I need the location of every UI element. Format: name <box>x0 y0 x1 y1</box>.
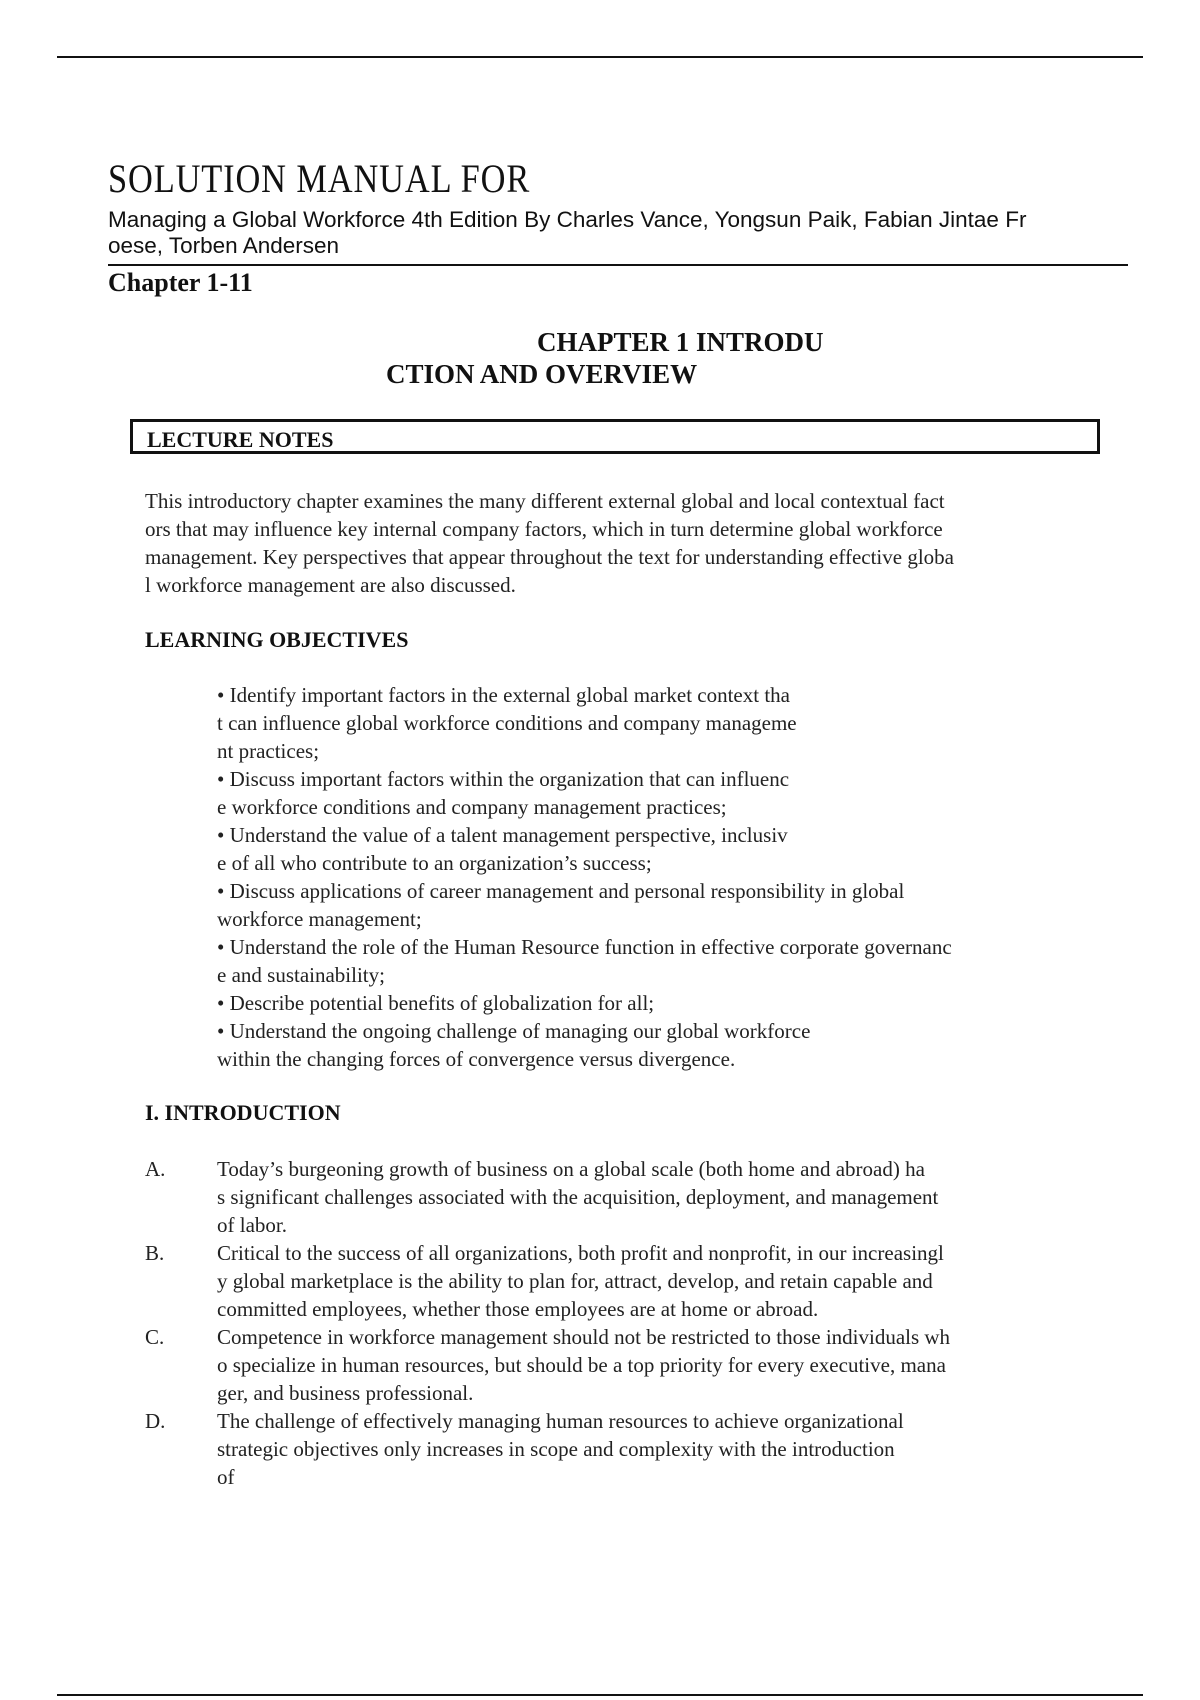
chapter-heading-line: CTION AND OVERVIEW <box>386 359 698 389</box>
introduction-item-d <box>145 1407 1085 1491</box>
item-line: The challenge of effectively managing human resources to achieve organizational <box>217 1409 904 1433</box>
item-line: Today’s burgeoning growth of business on a global scale (both home and abroad) ha <box>217 1157 925 1181</box>
introduction-heading: I. INTRODUCTION <box>145 1100 341 1125</box>
objective-line: nt practices; <box>217 739 320 763</box>
item-letter: A. <box>145 1157 166 1181</box>
item-line: Competence in workforce management should not be restricted to those individuals wh <box>217 1325 951 1349</box>
introduction-item-c <box>145 1323 1085 1407</box>
objective-line: • Describe potential benefits of globalization for all; <box>217 991 655 1015</box>
objective-line: workforce management; <box>217 907 422 931</box>
objective-line: e workforce conditions and company management practices; <box>217 795 727 819</box>
header-rule <box>108 264 1128 266</box>
paragraph-line: This introductory chapter examines the many different external global and local contextual fact <box>145 489 945 513</box>
solution-manual-title: SOLUTION MANUAL FOR <box>108 156 531 201</box>
book-title <box>108 207 1118 259</box>
objective-line: e of all who contribute to an organization’s success; <box>217 851 652 875</box>
item-letter: B. <box>145 1241 165 1265</box>
paragraph-line: ors that may influence key internal company factors, which in turn determine global workforce <box>145 517 943 541</box>
introduction-item-a <box>145 1155 1085 1239</box>
item-letter: C. <box>145 1325 165 1349</box>
objective-line: • Discuss applications of career management and personal responsibility in global <box>217 879 905 903</box>
book-title-line: oese, Torben Andersen <box>108 233 340 258</box>
top-rule <box>57 56 1143 58</box>
objective-line: • Understand the value of a talent management perspective, inclusiv <box>217 823 788 847</box>
lecture-notes-label: LECTURE NOTES <box>147 427 334 452</box>
introduction-list <box>145 1155 1085 1491</box>
paragraph-line: management. Key perspectives that appear throughout the text for understanding effective globa <box>145 545 954 569</box>
lecture-notes-paragraph <box>145 487 1085 599</box>
chapter-heading-line: CHAPTER 1 INTRODU <box>537 327 824 357</box>
bottom-rule <box>57 1694 1143 1696</box>
paragraph-line: l workforce management are also discussed. <box>145 573 516 597</box>
item-letter: D. <box>145 1409 166 1433</box>
item-line: of labor. <box>217 1213 287 1237</box>
item-line: y global marketplace is the ability to plan for, attract, develop, and retain capable and <box>217 1269 933 1293</box>
objective-line: t can influence global workforce conditions and company manageme <box>217 711 797 735</box>
lecture-notes-box <box>130 419 1100 454</box>
introduction-item-b <box>145 1239 1085 1323</box>
objective-line: within the changing forces of convergence versus divergence. <box>217 1047 736 1071</box>
item-line: Critical to the success of all organizations, both profit and nonprofit, in our increasingl <box>217 1241 944 1265</box>
item-line: strategic objectives only increases in scope and complexity with the introduction <box>217 1437 895 1461</box>
item-line: ger, and business professional. <box>217 1381 474 1405</box>
item-line: committed employees, whether those employees are at home or abroad. <box>217 1297 819 1321</box>
learning-objectives-heading: LEARNING OBJECTIVES <box>145 627 409 652</box>
objective-line: • Understand the role of the Human Resource function in effective corporate governanc <box>217 935 952 959</box>
objective-line: e and sustainability; <box>217 963 385 987</box>
learning-objectives-list <box>217 681 1097 1073</box>
book-title-line: Managing a Global Workforce 4th Edition By Charles Vance, Yongsun Paik, Fabian Jintae Fr <box>108 207 1027 232</box>
item-line: of <box>217 1465 235 1489</box>
objective-line: • Understand the ongoing challenge of managing our global workforce <box>217 1019 811 1043</box>
objective-line: • Identify important factors in the external global market context tha <box>217 683 790 707</box>
item-line: o specialize in human resources, but should be a top priority for every executive, mana <box>217 1353 946 1377</box>
chapter-range: Chapter 1-11 <box>108 268 253 297</box>
objective-line: • Discuss important factors within the organization that can influenc <box>217 767 790 791</box>
item-line: s significant challenges associated with the acquisition, deployment, and management <box>217 1185 939 1209</box>
